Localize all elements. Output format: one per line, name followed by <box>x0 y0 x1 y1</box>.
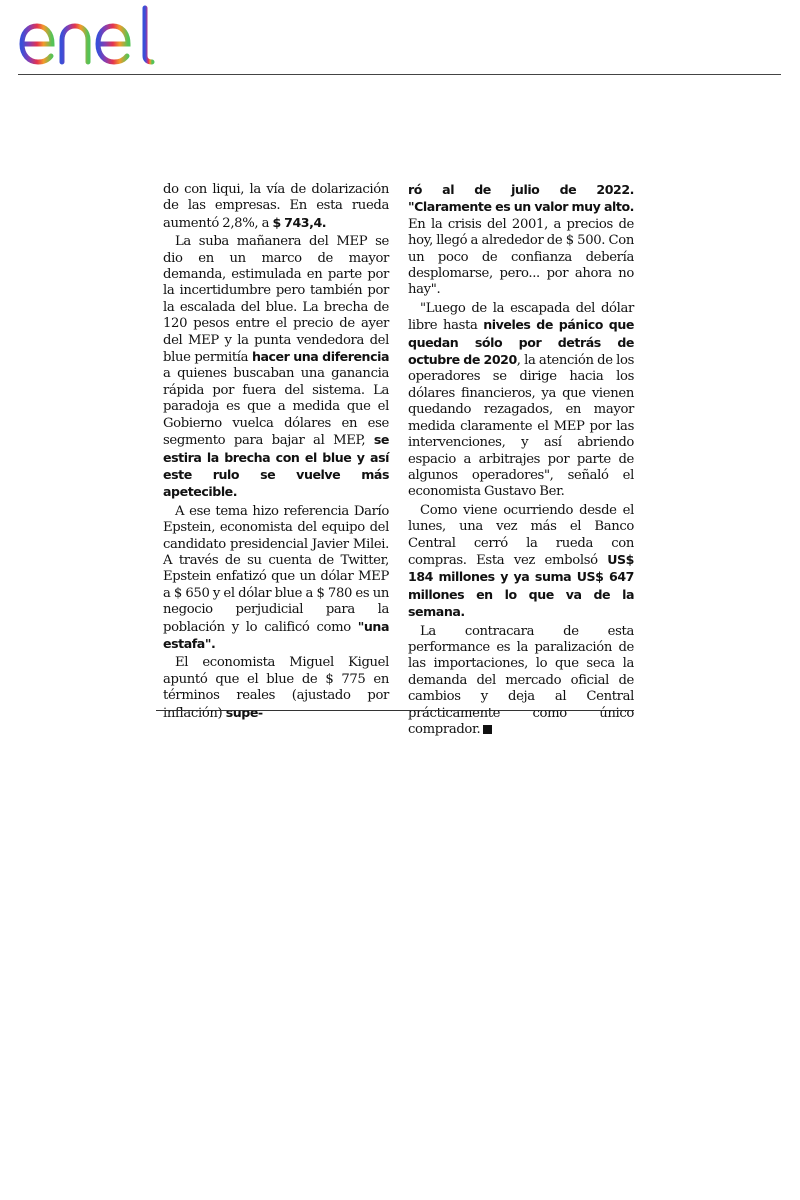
enel-logo <box>18 4 178 68</box>
paragraph-text: a quienes buscaban una ganancia rápida por fuera del sistema. La paradoja es que a medida que el Gobierno vuelca dólares en ese segmento para bajar al MEP, <box>163 366 389 449</box>
paragraph <box>163 234 389 502</box>
paragraph <box>408 182 634 299</box>
paragraph <box>408 503 634 622</box>
end-of-article-mark <box>483 725 492 734</box>
paragraph-bold-text: se estira la brecha con el blue y así este rulo se vuelve más apetecible. <box>163 432 389 500</box>
paragraph-text: do con liqui, la vía de dolarización de las empresas. En esta rueda aumentó 2,8%, a <box>163 182 389 231</box>
paragraph-bold-text: "una estafa". <box>163 618 389 651</box>
paragraph-text: "Luego de la escapada del dólar libre hasta <box>408 300 634 334</box>
paragraph-text: A ese tema hizo referencia Darío Epstein, economista del equipo del candidato presidencial Javier Milei. A través de su cuenta de Twitter, Epstein enfatizó que un dólar MEP a $ 650 y el dólar blue a $ 780 es un negocio perjudicial para la población y lo calificó como <box>163 503 389 635</box>
paragraph <box>163 504 389 654</box>
paragraph <box>408 624 634 739</box>
paragraph-bold-text: niveles de pánico que quedan sólo por detrás de octubre de 2020 <box>408 317 634 368</box>
enel-logo-graphic <box>18 4 178 68</box>
paragraph-bold-text: supe- <box>225 704 263 720</box>
paragraph <box>163 182 389 232</box>
paragraph-text: Como viene ocurriendo desde el lunes, una vez más el Banco Central cerró la rueda con compras. Esta vez embolsó <box>408 502 634 568</box>
paragraph-bold-text: ró al de julio de 2022. "Claramente es un valor muy alto. <box>408 182 634 215</box>
paragraph-text: La suba mañanera del MEP se dio en un marco de mayor demanda, estimulada en parte por la incertidumbre pero también por la escalada del blue. La brecha de 120 pesos entre el precio de ayer del MEP y la punta vendedora del blue permitía <box>163 234 389 366</box>
paragraph-text: En la crisis del 2001, a precios de hoy, llegó a alrededor de $ 500. Con un poco de confianza debería desplomarse, pero... por ahora no hay". <box>408 216 634 298</box>
paragraph <box>163 655 389 722</box>
paragraph-bold-text: hacer una diferencia <box>251 349 390 365</box>
article-column-left <box>163 182 389 722</box>
paragraph-text: El economista Miguel Kiguel apuntó que el blue de $ 775 en términos reales (ajustado por inflación) <box>163 655 389 721</box>
article-column-right <box>408 182 634 738</box>
paragraph-bold-text: US$ 184 millones y ya suma US$ 647 millones en lo que va de la semana. <box>408 551 634 620</box>
header-divider <box>18 74 781 75</box>
paragraph-text: , la atención de los operadores se dirige hacia los dólares financieros, ya que vienen quedando rezagados, en mayor medida claramente el MEP por las intervenciones, y así abriendo espacio a arbitrajes por parte de algunos operadores", señaló el economista Gustavo Ber. <box>408 353 634 500</box>
paragraph-bold-text: $ 743,4. <box>272 214 327 230</box>
paragraph-text: La contracara de esta performance es la paralización de las importaciones, lo que seca la demanda del mercado oficial de cambios y deja al Central prácticamente como único comprador. <box>408 623 634 737</box>
article-bottom-rule <box>156 710 634 711</box>
paragraph <box>408 301 634 501</box>
